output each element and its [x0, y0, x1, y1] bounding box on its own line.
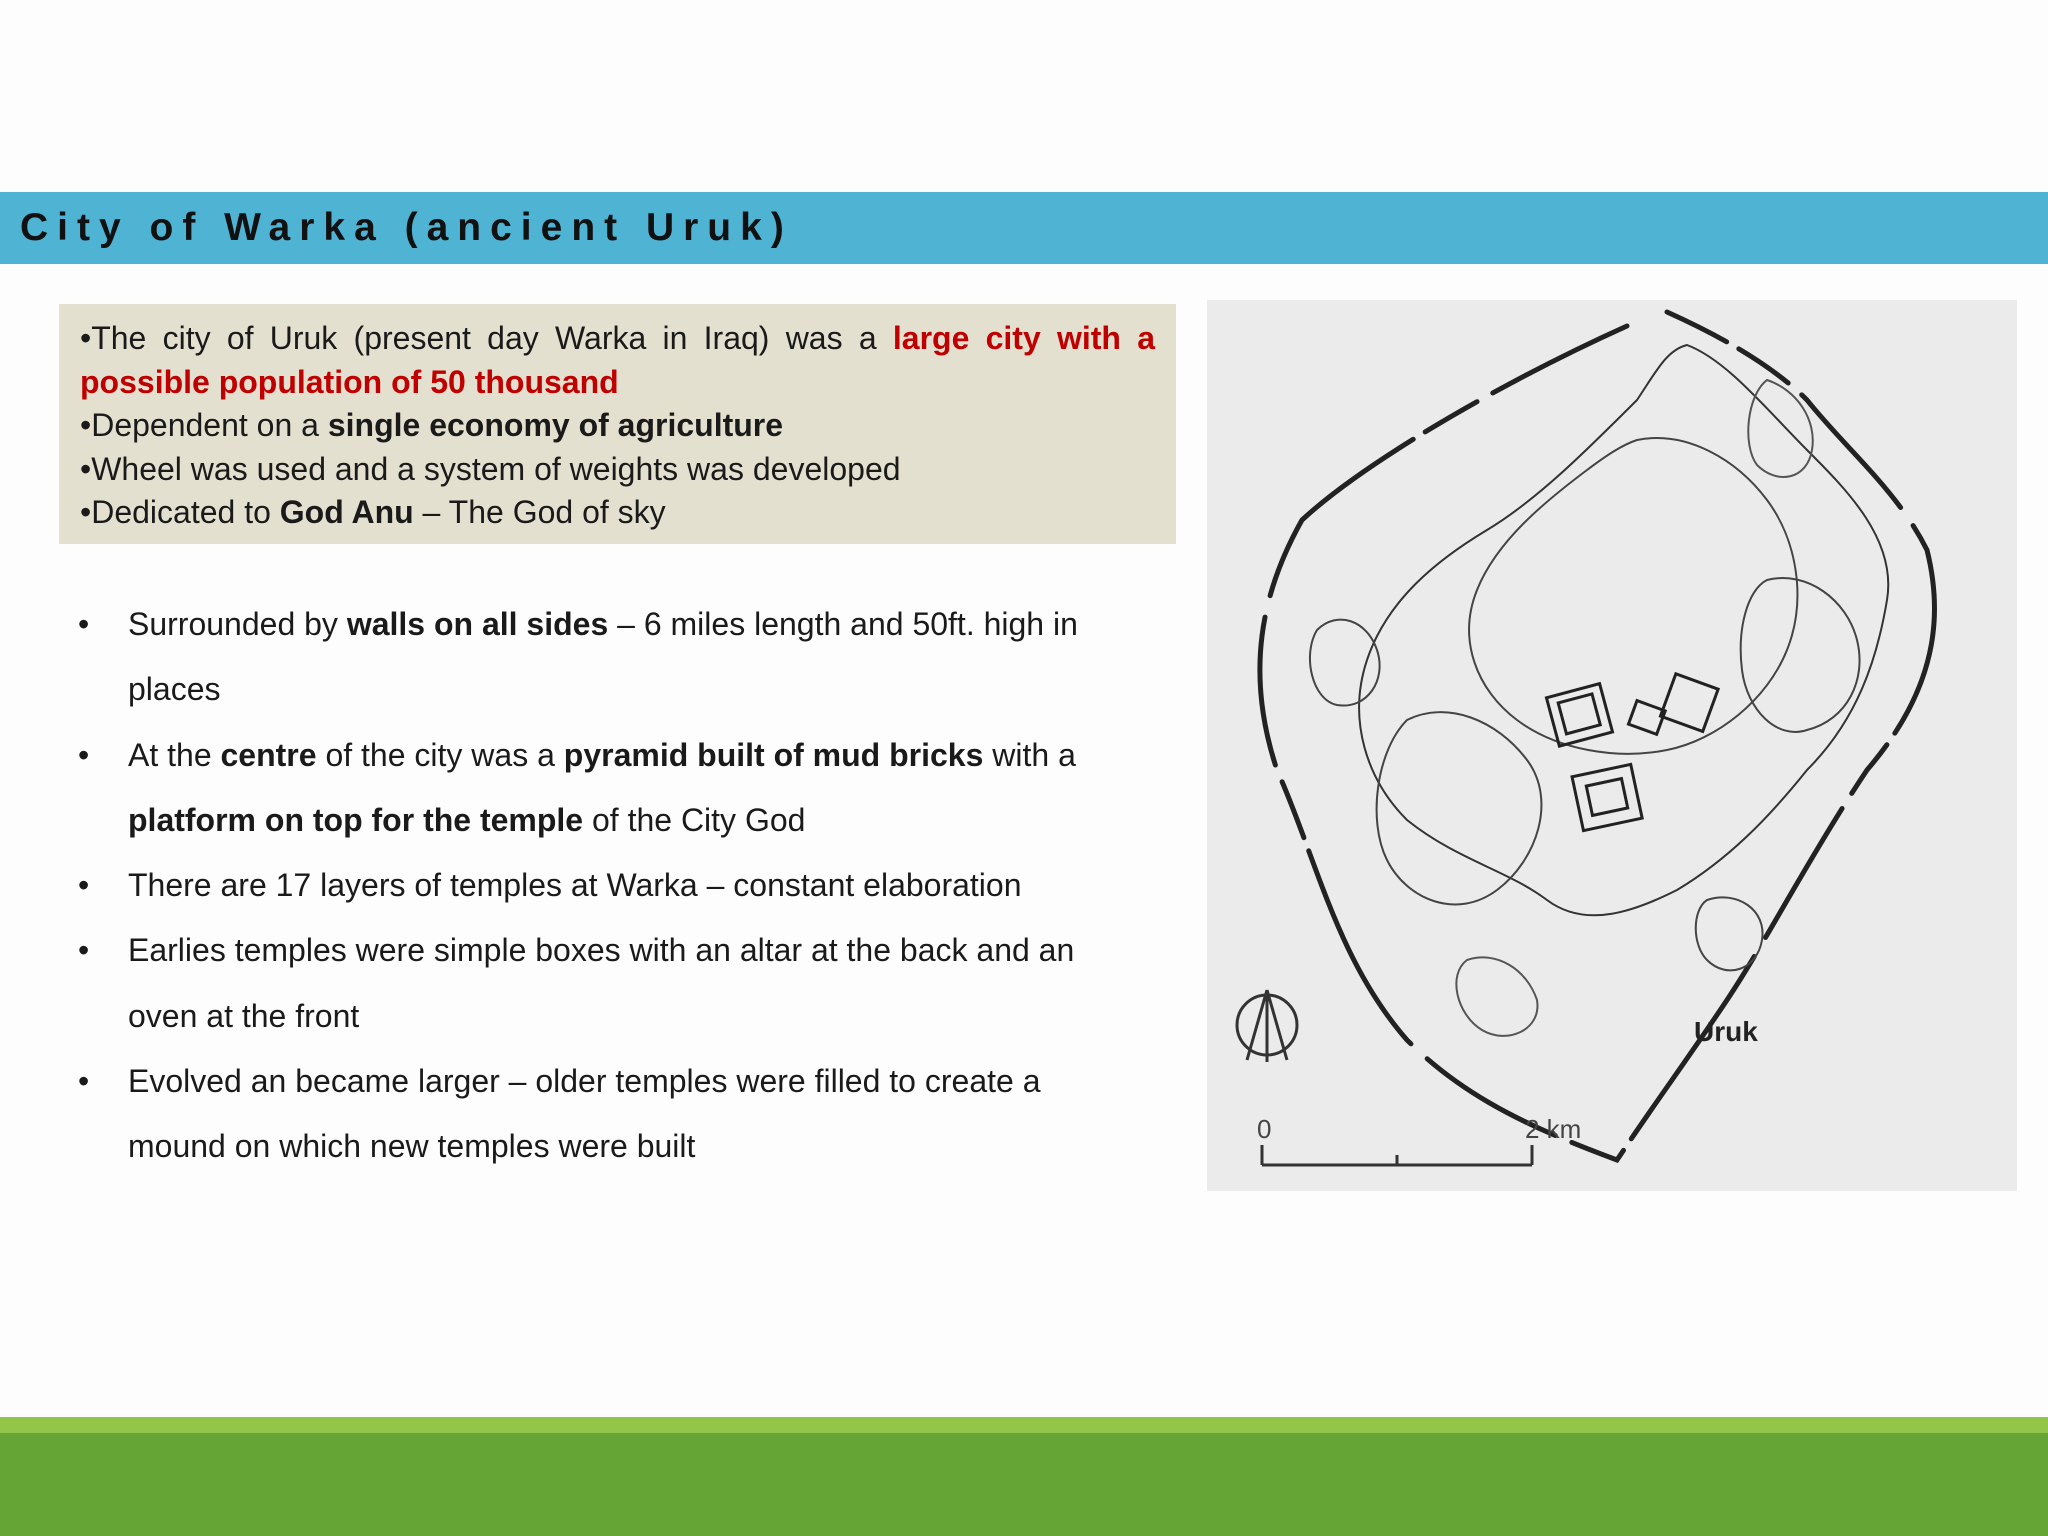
bullet-dot: • — [78, 932, 90, 969]
bullet-list — [70, 592, 1170, 1180]
info-line-2 — [80, 361, 1155, 405]
info-line-1: •The city of Uruk (present day Warka in Iraq) was a large city with a — [80, 320, 1156, 356]
contour-line — [1310, 620, 1380, 706]
bullet-dot: • — [78, 606, 90, 642]
contour-line — [1741, 578, 1860, 732]
contour-line — [1469, 438, 1797, 754]
contour-line — [1359, 345, 1888, 915]
list-item: • Earlies temples were simple boxes with an altar at the back and an oven at the front — [70, 918, 1170, 1049]
contour-line — [1696, 897, 1763, 970]
contour-line — [1456, 957, 1537, 1035]
scale-end-label: 2 km — [1525, 1114, 1582, 1144]
bullet-dot: • — [78, 736, 90, 773]
bullet-dot: • — [78, 1063, 90, 1100]
uruk-map-drawing — [1207, 300, 2017, 1191]
info-line-4: •Wheel was used and a system of weights was developed — [80, 450, 901, 487]
list-item: • Surrounded by walls on all sides – 6 miles length and 50ft. high in places — [70, 592, 1170, 723]
slide-title: City of Warka (ancient Uruk) — [20, 206, 793, 249]
list-item: • At the centre of the city was a pyramid built of mud bricks with a platform on top for the temple of the City God — [70, 723, 1170, 854]
info-highlight-1: large city with a — [892, 320, 1156, 356]
uruk-map — [1207, 300, 2017, 1191]
footer-bar — [0, 1433, 2048, 1536]
info-box — [59, 304, 1176, 544]
contour-line — [1377, 712, 1542, 904]
bullet-dot: • — [78, 867, 90, 904]
north-arrow-icon — [1237, 990, 1297, 1062]
temple-complex — [1546, 674, 1718, 831]
title-bar — [0, 192, 2048, 264]
map-label: Uruk — [1694, 1016, 1758, 1047]
scale-bar — [1262, 1145, 1532, 1165]
list-item: • There are 17 layers of temples at Warka – constant elaboration — [70, 853, 1170, 918]
info-line-3: •Dependent on a single economy of agriculture — [80, 407, 784, 443]
list-item: • Evolved an became larger – older temples were filled to create a mound on which new temples were built — [70, 1049, 1170, 1180]
info-line-5: •Dedicated to God Anu – The God of sky — [80, 494, 666, 530]
footer-accent-line — [0, 1417, 2048, 1433]
info-highlight-2: possible population of 50 thousand — [80, 363, 619, 400]
scale-start-label: 0 — [1257, 1114, 1272, 1144]
